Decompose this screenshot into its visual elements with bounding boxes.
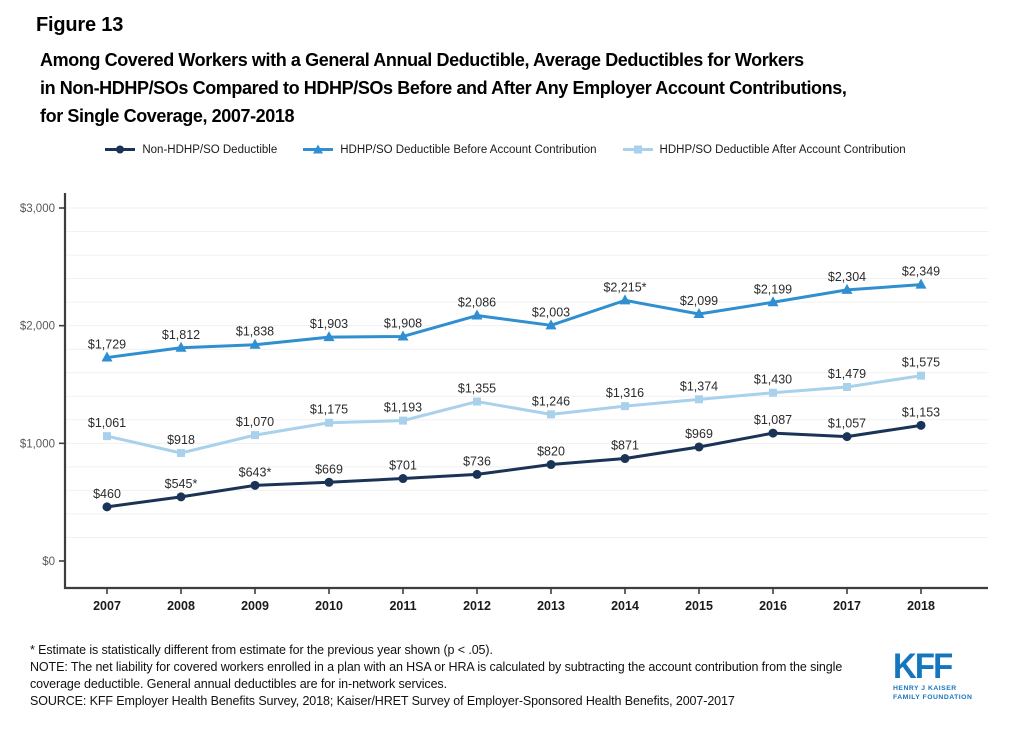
chart-legend [0, 143, 1011, 156]
kff-logo-text: KFF [893, 647, 952, 686]
title-line-3: for Single Coverage, 2007-2018 [40, 106, 295, 126]
data-point-label: $2,086 [457, 295, 497, 310]
data-point [103, 502, 112, 511]
kff-logo-line1: HENRY J KAISER [893, 685, 957, 692]
data-point-label: $871 [611, 438, 639, 453]
x-axis-label: 2015 [685, 599, 713, 613]
data-point-label: $1,175 [309, 402, 349, 417]
footnote-significance: * Estimate is statistically different from estimate for the previous year shown (p < .05). [30, 643, 493, 657]
data-point-label: $2,215* [603, 280, 647, 295]
data-point-label: $1,575 [901, 355, 941, 370]
data-point-label: $669 [315, 462, 343, 477]
data-point-label: $1,087 [753, 413, 793, 428]
legend-label-1: HDHP/SO Deductible Before Account Contribution [340, 143, 597, 156]
data-point-label: $969 [685, 426, 713, 441]
legend-swatch-marker [116, 146, 124, 154]
x-axis-label: 2014 [611, 599, 639, 613]
data-point-label: $1,061 [87, 416, 127, 431]
x-axis-label: 2018 [907, 599, 935, 613]
footnote-source: SOURCE: KFF Employer Health Benefits Survey, 2018; Kaiser/HRET Survey of Employer-Sponsored Health Benefits, 2007-2017 [30, 694, 735, 708]
data-point-label: $1,903 [309, 317, 349, 332]
data-point [251, 481, 260, 490]
data-point [473, 398, 481, 406]
x-axis-label: 2016 [759, 599, 787, 613]
data-point [769, 389, 777, 397]
x-axis-label: 2011 [389, 599, 417, 613]
x-axis-label: 2010 [315, 599, 343, 613]
data-point [325, 419, 333, 427]
x-axis-label: 2013 [537, 599, 565, 613]
title-line-2: in Non-HDHP/SOs Compared to HDHP/SOs Before and After Any Employer Account Contributions, [40, 78, 847, 98]
data-point [473, 470, 482, 479]
data-point-label: $1,057 [827, 416, 867, 431]
x-axis-label: 2007 [93, 599, 121, 613]
legend-label-2: HDHP/SO Deductible After Account Contribution [659, 143, 906, 156]
y-axis-label: $0 [42, 556, 55, 568]
legend-item-0 [105, 143, 277, 156]
data-point-label: $1,355 [457, 381, 497, 396]
data-point [251, 431, 259, 439]
data-point-label: $1,193 [383, 400, 423, 415]
data-point-label: $1,479 [827, 366, 867, 381]
legend-marker-triangle-icon [303, 143, 333, 156]
data-point-label: $701 [389, 458, 417, 473]
footnotes [30, 642, 880, 710]
data-point [695, 395, 703, 403]
data-point [843, 383, 851, 391]
data-point-label: $1,729 [87, 337, 127, 352]
data-point-label: $2,099 [679, 294, 719, 309]
data-point-label: $1,316 [605, 386, 645, 401]
data-point [621, 402, 629, 410]
data-point-label: $1,812 [161, 327, 201, 342]
data-point [917, 372, 925, 380]
kff-logo-line2: FAMILY FOUNDATION [893, 694, 973, 701]
data-point [399, 474, 408, 483]
series-line-2 [107, 376, 921, 453]
kff-logo [893, 647, 1003, 702]
y-axis-label: $1,000 [19, 438, 55, 451]
title-line-1: Among Covered Workers with a General Annual Deductible, Average Deductibles for Workers [40, 50, 804, 70]
y-axis-label: $3,000 [19, 203, 55, 215]
data-point-label: $918 [167, 432, 195, 447]
data-point-label: $2,304 [827, 269, 867, 284]
data-point [843, 432, 852, 441]
x-axis-label: 2017 [833, 599, 861, 613]
data-point-label: $545* [164, 476, 198, 491]
data-point [620, 294, 631, 304]
data-point [399, 417, 407, 425]
data-point [177, 492, 186, 501]
x-axis-label: 2012 [463, 599, 491, 613]
data-point-label: $2,199 [753, 282, 793, 297]
data-point [917, 421, 926, 430]
data-point [177, 449, 185, 457]
legend-marker-circle-icon [105, 143, 135, 156]
data-point-label: $2,349 [901, 264, 941, 279]
data-point [103, 432, 111, 440]
x-axis-label: 2009 [241, 599, 269, 613]
data-point [769, 429, 778, 438]
series-line-1 [107, 285, 921, 358]
legend-label-0: Non-HDHP/SO Deductible [142, 143, 278, 156]
deductibles-line-chart [0, 170, 1011, 630]
data-point-label: $1,374 [679, 379, 719, 394]
data-point-label: $736 [463, 454, 491, 469]
data-point-label: $1,430 [753, 372, 793, 387]
y-axis-label: $2,000 [19, 320, 55, 333]
data-point-label: $2,003 [531, 305, 571, 320]
legend-swatch-marker [634, 146, 642, 154]
data-point [325, 478, 334, 487]
data-point-label: $820 [537, 444, 565, 459]
data-point-label: $1,838 [235, 324, 275, 339]
legend-item-2 [623, 143, 906, 156]
data-point-label: $460 [93, 486, 121, 501]
legend-item-1 [303, 143, 596, 156]
data-point-label: $643* [238, 465, 272, 480]
data-point-label: $1,153 [901, 405, 941, 420]
x-axis-label: 2008 [167, 599, 195, 613]
series-line-0 [107, 425, 921, 507]
data-point [695, 442, 704, 451]
data-point-label: $1,246 [531, 394, 571, 409]
figure-title [40, 46, 846, 130]
data-point-label: $1,070 [235, 415, 275, 430]
data-point [621, 454, 630, 463]
legend-marker-square-icon [623, 143, 653, 156]
footnote-note: NOTE: The net liability for covered workers enrolled in a plan with an HSA or HRA is calculated by subtracting the account contribution from the single coverage deductible. General annual deductibles are for in-network services. [30, 660, 843, 691]
figure-number: Figure 13 [36, 14, 124, 36]
data-point-label: $1,908 [383, 316, 423, 331]
data-point [547, 410, 555, 418]
data-point [547, 460, 556, 469]
